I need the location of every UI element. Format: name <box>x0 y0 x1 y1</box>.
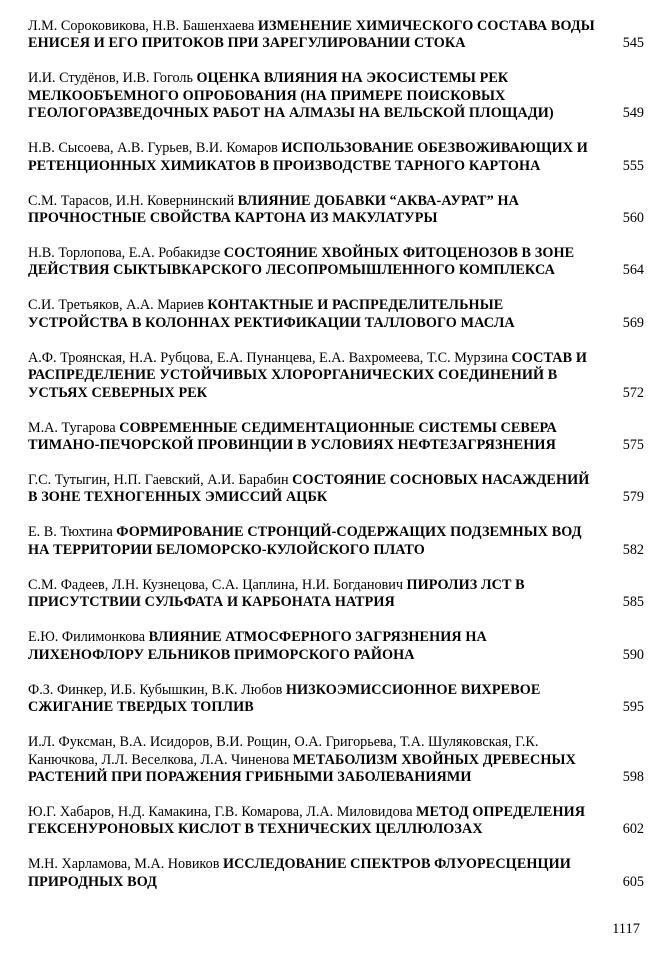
toc-entry[interactable] <box>28 577 644 612</box>
entry-title: МЕТОД ОПРЕДЕЛЕНИЯ ГЕКСЕНУРОНОВЫХ КИСЛОТ В ТЕХНИЧЕСКИХ ЦЕЛЛЮЛОЗАХ <box>28 803 586 838</box>
entry-title: ИССЛЕДОВАНИЕ СПЕКТРОВ ФЛУОРЕСЦЕНЦИИ ПРИРОДНЫХ ВОД <box>28 856 571 890</box>
entry-authors: С.М. Фадеев, Л.Н. Кузнецова, С.А. Цаплина, Н.И. Богданович <box>28 576 403 593</box>
entry-title: ВЛИЯНИЕ АТМОСФЕРНОГО ЗАГРЯЗНЕНИЯ НА ЛИХЕНОФЛОРУ ЕЛЬНИКОВ ПРИМОРСКОГО РАЙОНА <box>28 629 487 663</box>
entry-authors: Е. В. Тюхтина <box>28 524 113 541</box>
entry-authors: Л.М. Сороковикова, Н.В. Башенхаева <box>28 18 255 34</box>
entry-page-number: 590 <box>622 646 644 663</box>
entry-authors: Н.В. Сысоева, А.В. Гурьев, В.И. Комаров <box>28 140 278 157</box>
entry-title: ИЗМЕНЕНИЕ ХИМИЧЕСКОГО СОСТАВА ВОДЫ ЕНИСЕЯ И ЕГО ПРИТОКОВ ПРИ ЗАРЕГУЛИРОВАНИИ СТОКА <box>28 18 595 52</box>
entry-title: ОЦЕНКА ВЛИЯНИЯ НА ЭКОСИСТЕМЫ РЕК МЕЛКООБЪЕМНОГО ОПРОБОВАНИЯ (НА ПРИМЕРЕ ПОИСКОВЫХ ГЕОЛОГОРАЗВЕДОЧНЫХ РАБОТ НА АЛМАЗЫ НА ВЕЛЬСКОЙ ПЛОЩАДИ) <box>28 70 554 122</box>
entry-authors: М.Н. Харламова, М.А. Новиков <box>28 856 220 873</box>
entry-title: ПИРОЛИЗ ЛСТ В ПРИСУТСТВИИ СУЛЬФАТА И КАРБОНАТА НАТРИЯ <box>28 576 525 611</box>
entry-page-number: 555 <box>622 157 644 174</box>
entry-title: СОСТОЯНИЕ ХВОЙНЫХ ФИТОЦЕНОЗОВ В ЗОНЕ ДЕЙСТВИЯ СЫКТЫВКАРСКОГО ЛЕСОПРОМЫШЛЕННОГО КОМПЛЕКСА <box>28 245 575 279</box>
entry-title: СОСТАВ И РАСПРЕДЕЛЕНИЕ УСТОЙЧИВЫХ ХЛОРОРГАНИЧЕСКИХ СОЕДИНЕНИЙ В УСТЬЯХ СЕВЕРНЫХ РЕК <box>28 349 588 401</box>
toc-entry[interactable] <box>28 297 644 332</box>
toc-entry[interactable] <box>28 856 644 891</box>
entry-page-number: 549 <box>622 105 644 122</box>
entry-page-number: 569 <box>622 314 644 331</box>
entry-page-number: 579 <box>622 489 644 506</box>
entry-title: ИСПОЛЬЗОВАНИЕ ОБЕЗВОЖИВАЮЩИХ И РЕТЕНЦИОННЫХ ХИМИКАТОВ В ПРОИЗВОДСТВЕ ТАРНОГО КАРТОНА <box>28 140 588 174</box>
entry-title: ВЛИЯНИЕ ДОБАВКИ “АКВА-АУРАТ” НА ПРОЧНОСТНЫЕ СВОЙСТВА КАРТОНА ИЗ МАКУЛАТУРЫ <box>28 192 519 227</box>
entry-page-number: 572 <box>622 384 644 401</box>
entry-title: СОСТОЯНИЕ СОСНОВЫХ НАСАЖДЕНИЙ В ЗОНЕ ТЕХНОГЕННЫХ ЭМИССИЙ АЦБК <box>28 472 590 506</box>
toc-entry[interactable] <box>28 350 644 402</box>
toc-entry[interactable] <box>28 629 644 664</box>
table-of-contents <box>28 18 644 909</box>
entry-authors: И.Л. Фуксман, В.А. Исидоров, В.И. Рощин, О.А. Григорьева, Т.А. Шуляковская, Г.К. Канючкова, Л.Л. Веселкова, Л.А. Чиненова <box>28 734 539 768</box>
entry-page-number: 564 <box>622 262 644 279</box>
entry-title: КОНТАКТНЫЕ И РАСПРЕДЕЛИТЕЛЬНЫЕ УСТРОЙСТВА В КОЛОННАХ РЕКТИФИКАЦИИ ТАЛЛОВОГО МАСЛА <box>28 297 515 331</box>
entry-page-number: 560 <box>622 210 644 227</box>
entry-page-number: 575 <box>622 437 644 454</box>
entry-page-number: 595 <box>622 699 644 716</box>
entry-title: ФОРМИРОВАНИЕ СТРОНЦИЙ-СОДЕРЖАЩИХ ПОДЗЕМНЫХ ВОД НА ТЕРРИТОРИИ БЕЛОМОРСКО-КУЛОЙСКОГО ПЛАТО <box>28 524 582 558</box>
toc-entry[interactable] <box>28 682 644 717</box>
entry-page-number: 605 <box>622 873 644 890</box>
entry-authors: С.М. Тарасов, И.Н. Ковернинский <box>28 192 235 209</box>
entry-title: МЕТАБОЛИЗМ ХВОЙНЫХ ДРЕВЕСНЫХ РАСТЕНИЙ ПРИ ПОРАЖЕНИЯ ГРИБНЫМИ ЗАБОЛЕВАНИЯМИ <box>28 751 576 785</box>
toc-entry[interactable] <box>28 804 644 839</box>
toc-entry[interactable] <box>28 524 644 559</box>
entry-page-number: 582 <box>622 541 644 558</box>
entry-authors: Ф.З. Финкер, И.Б. Кубышкин, В.К. Любов <box>28 681 283 698</box>
entry-authors: Ю.Г. Хабаров, Н.Д. Камакина, Г.В. Комарова, Л.А. Миловидова <box>28 803 413 820</box>
entry-title: НИЗКОЭМИССИОННОЕ ВИХРЕВОЕ СЖИГАНИЕ ТВЕРДЫХ ТОПЛИВ <box>28 681 541 716</box>
toc-entry[interactable] <box>28 140 644 175</box>
entry-authors: Г.С. Тутыгин, Н.П. Гаевский, А.И. Барабин <box>28 472 289 489</box>
toc-entry[interactable] <box>28 70 644 122</box>
entry-page-number: 545 <box>622 35 644 52</box>
page-number: 1117 <box>612 921 640 937</box>
entry-page-number: 598 <box>622 768 644 785</box>
entry-authors: И.И. Студёнов, И.В. Гоголь <box>28 70 193 87</box>
entry-authors: Е.Ю. Филимонкова <box>28 629 146 646</box>
toc-entry[interactable] <box>28 734 644 786</box>
toc-entry[interactable] <box>28 245 644 280</box>
toc-entry[interactable] <box>28 420 644 455</box>
toc-entry[interactable] <box>28 193 644 228</box>
toc-entry[interactable] <box>28 472 644 507</box>
toc-entry[interactable] <box>28 18 644 53</box>
entry-page-number: 585 <box>622 594 644 611</box>
entry-title: СОВРЕМЕННЫЕ СЕДИМЕНТАЦИОННЫЕ СИСТЕМЫ СЕВЕРА ТИМАНО-ПЕЧОРСКОЙ ПРОВИНЦИИ В УСЛОВИЯХ НЕФТЕЗАГРЯЗНЕНИЯ <box>28 419 557 454</box>
entry-authors: С.И. Третьяков, А.А. Мариев <box>28 297 204 314</box>
entry-authors: А.Ф. Троянская, Н.А. Рубцова, Е.А. Пунанцева, Е.А. Вахромеева, Т.С. Мурзина <box>28 349 508 366</box>
entry-page-number: 602 <box>622 821 644 838</box>
entry-authors: Н.В. Торлопова, Е.А. Робакидзе <box>28 245 221 262</box>
entry-authors: М.А. Тугарова <box>28 419 116 436</box>
